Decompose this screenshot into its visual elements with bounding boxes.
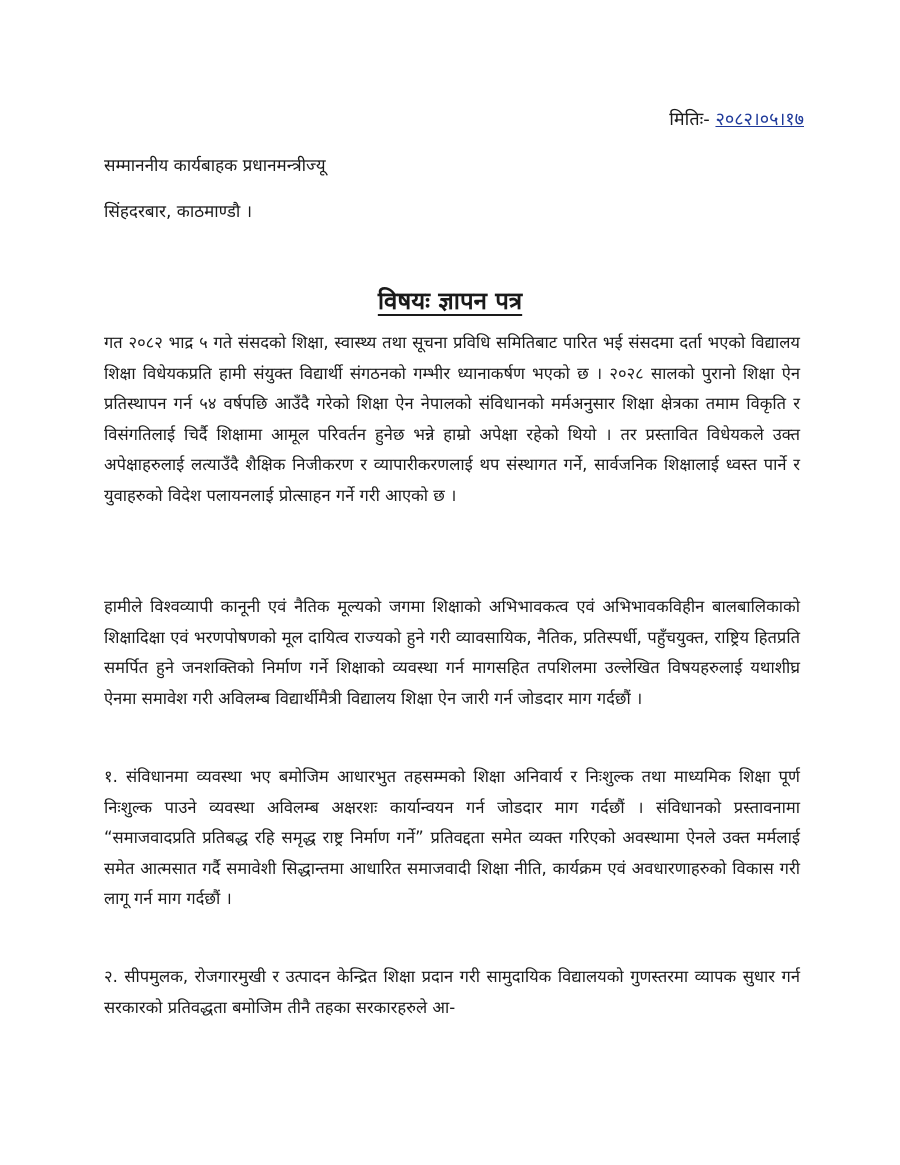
subject-heading (0, 284, 900, 317)
date-line (669, 107, 804, 131)
subject-text: विषयः ज्ञापन पत्र (377, 287, 523, 315)
date-label: मितिः- (669, 109, 710, 130)
paragraph-demand: हामीले विश्वव्यापी कानूनी एवं नैतिक मूल्यको जगमा शिक्षाको अभिभावकत्व एवं अभिभावकविहीन बालबालिकाको शिक्षादिक्षा एवं भरणपोषणको मूल दायित्व राज्यको हुने गरी व्यावसायिक, नैतिक, प्रतिस्पर्धी, पहुँचयुक्त, राष्ट्रिय हितप्रति समर्पित हुने जनशक्तिको निर्माण गर्ने शिक्षाको व्यवस्था गर्न मागसहित तपशिलमा उल्लेखित विषयहरुलाई यथाशीघ्र ऐनमा समावेश गरी अविलम्ब विद्यार्थीमैत्री विद्यालय शिक्षा ऐन जारी गर्न जोडदार माग गर्दछौं । (104, 597, 800, 708)
addressee-location: सिंहदरबार, काठमाण्डौ । (104, 202, 253, 222)
paragraph-point-1: १. संविधानमा व्यवस्था भए बमोजिम आधारभुत तहसम्मको शिक्षा अनिवार्य र निःशुल्क तथा माध्यमिक शिक्षा पूर्ण निःशुल्क पाउने व्यवस्था अविलम्ब अक्षरशः कार्यान्वयन गर्न जोडदार माग गर्दछौं । संविधानको प्रस्तावनामा “समाजवादप्रति प्रतिबद्ध रहि समृद्ध राष्ट्र निर्माण गर्ने” प्रतिवद्दता समेत व्यक्त गरिएको अवस्थामा ऐनले उक्त मर्मलाई समेत आत्मसात गर्दै समावेशी सिद्धान्तमा आधारित समाजवादी शिक्षा नीति, कार्यक्रम एवं अवधारणाहरुको विकास गरी लागू गर्न माग गर्दछौं । (104, 767, 800, 908)
date-value: २०८२।०५।१७ (715, 109, 804, 130)
paragraph-intro: गत २०८२ भाद्र ५ गते संसदको शिक्षा, स्वास्थ्य तथा सूचना प्रविधि समितिबाट पारित भई संसदमा दर्ता भएको विद्यालय शिक्षा विधेयकप्रति हामी संयुक्त विद्यार्थी संगठनको गम्भीर ध्यानाकर्षण भएको छ । २०२८ सालको पुरानो शिक्षा ऐन प्रतिस्थापन गर्न ५४ वर्षपछि आउँदै गरेको शिक्षा ऐन नेपालको संविधानको मर्मअनुसार शिक्षा क्षेत्रका तमाम विकृति र विसंगतिलाई चिर्दै शिक्षामा आमूल परिवर्तन हुनेछ भन्ने हाम्रो अपेक्षा रहेको थियो । तर प्रस्तावित विधेयकले उक्त अपेक्षाहरुलाई लत्याउँदै शैक्षिक निजीकरण र व्यापारीकरणलाई थप संस्थागत गर्ने, सार्वजनिक शिक्षालाई ध्वस्त पार्ने र युवाहरुको विदेश पलायनलाई प्रोत्साहन गर्ने गरी आएको छ । (104, 333, 800, 505)
addressee-title: सम्माननीय कार्यबाहक प्रधानमन्त्रीज्यू (104, 156, 326, 176)
paragraph-point-2: २. सीपमुलक, रोजगारमुखी र उत्पादन केन्द्रित शिक्षा प्रदान गरी सामुदायिक विद्यालयको गुणस्तरमा व्यापक सुधार गर्न सरकारको प्रतिवद्धता बमोजिम तीनै तहका सरकारहरुले आ- (104, 967, 800, 1017)
